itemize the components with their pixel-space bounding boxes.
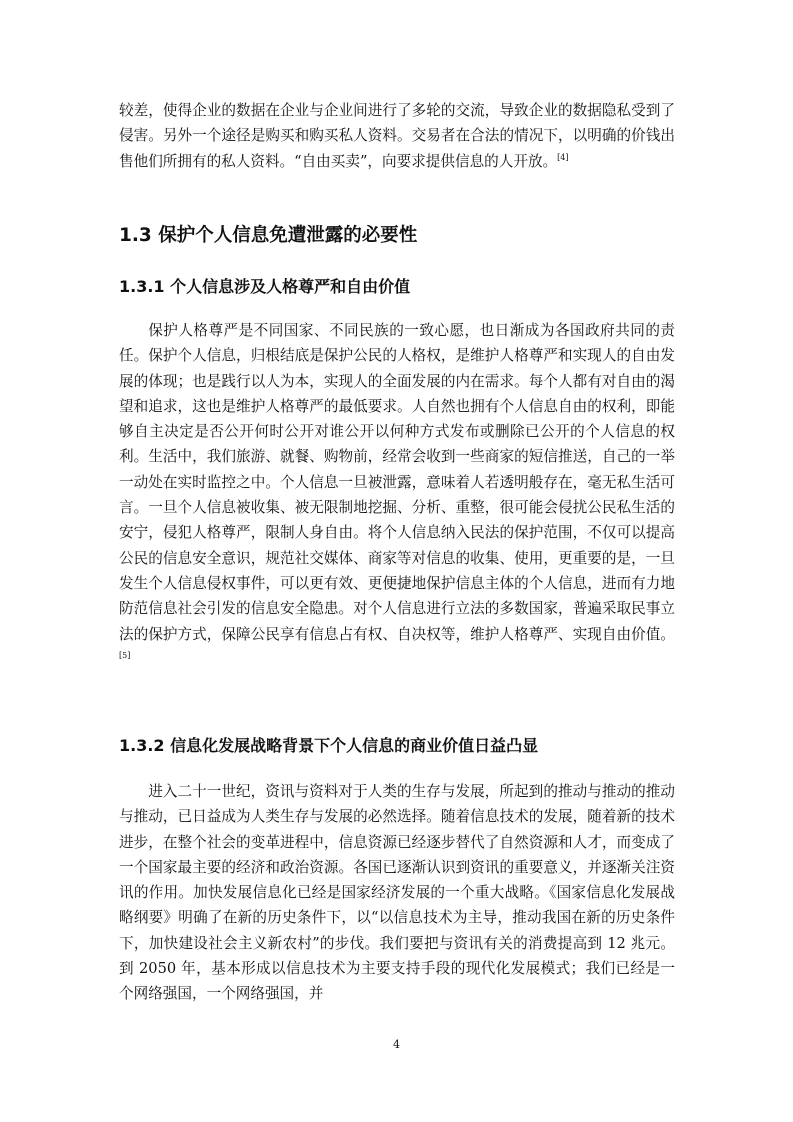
paragraph-text: 较差，使得企业的数据在企业与企业间进行了多轮的交流，导致企业的数据隐私受到了侵害。另外一个途径是购买和购买私人资料。交易者在合法的情况下，以明确的价钱出售他们所拥有的私人资料。“自由买卖”，向要求提供信息的人开放。 xyxy=(119,102,675,170)
citation-ref: [4] xyxy=(557,152,569,162)
paragraph-dignity xyxy=(119,318,675,672)
paragraph-text: 进入二十一世纪，资讯与资料对于人类的生存与发展，所起到的推动与推动的推动与推动，已日益成为人类生存与发展的必然选择。随着信息技术的发展，随着新的技术进步，在整个社会的变革进程中，信息资源已经逐步替代了自然资源和人才，而变成了一个国家最主要的经济和政治资源。各国已逐渐认识到资讯的重要意义，并逐渐关注资讯的作用。加快发展信息化已经是国家经济发展的一个重大战略。《国家信息化发展战略纲要》明确了在新的历史条件下，以“以信息技术为主导，推动我国在新的历史条件下，加快建设社会主义新农村”的步伐。我们要把与资讯有关的消费提高到 12 兆元。到 2050 年，基本形成以信息技术为主要支持手段的现代化发展模式；我们已经是一个网络强国，一个网络强国，并 xyxy=(119,783,675,1003)
paragraph-informatization xyxy=(119,779,675,1007)
subsection-heading-1-3-2: 1.3.2 信息化发展战略背景下个人信息的商业价值日益凸显 xyxy=(119,736,539,755)
subsection-heading-1-3-1: 1.3.1 个人信息涉及人格尊严和自由价值 xyxy=(119,277,411,296)
page-number: 4 xyxy=(393,1038,400,1051)
paragraph-text: 保护人格尊严是不同国家、不同民族的一致心愿，也日渐成为各国政府共同的责任。保护个人信息，归根结底是保护公民的人格权，是维护人格尊严和实现人的自由发展的体现；也是践行以人为本，实现人的全面发展的内在需求。每个人都有对自由的渴望和追求，这也是维护人格尊严的最低要求。人自然也拥有个人信息自由的权利，即能够自主决定是否公开何时公开对谁公开以何种方式发布或删除已公开的个人信息的权利。生活中，我们旅游、就餐、购物前，经常会收到一些商家的短信推送，自己的一举一动处在实时监控之中。个人信息一旦被泄露，意味着人若透明般存在，毫无私生活可言。一旦个人信息被收集、被无限制地挖掘、分析、重整，很可能会侵扰公民私生活的安宁，侵犯人格尊严，限制人身自由。将个人信息纳入民法的保护范围，不仅可以提高公民的信息安全意识，规范社交媒体、商家等对信息的收集、使用，更重要的是，一旦发生个人信息侵权事件，可以更有效、更便捷地保护信息主体的个人信息，进而有力地防范信息社会引发的信息安全隐患。对个人信息进行立法的多数国家，普遍采取民事立法的保护方式，保障公民享有信息占有权、自决权等，维护人格尊严、实现自由价值。 xyxy=(119,322,675,643)
section-heading-1-3: 1.3 保护个人信息免遭泄露的必要性 xyxy=(119,225,418,246)
citation-ref: [5] xyxy=(119,651,131,660)
paragraph-intro-continuation xyxy=(119,98,675,174)
